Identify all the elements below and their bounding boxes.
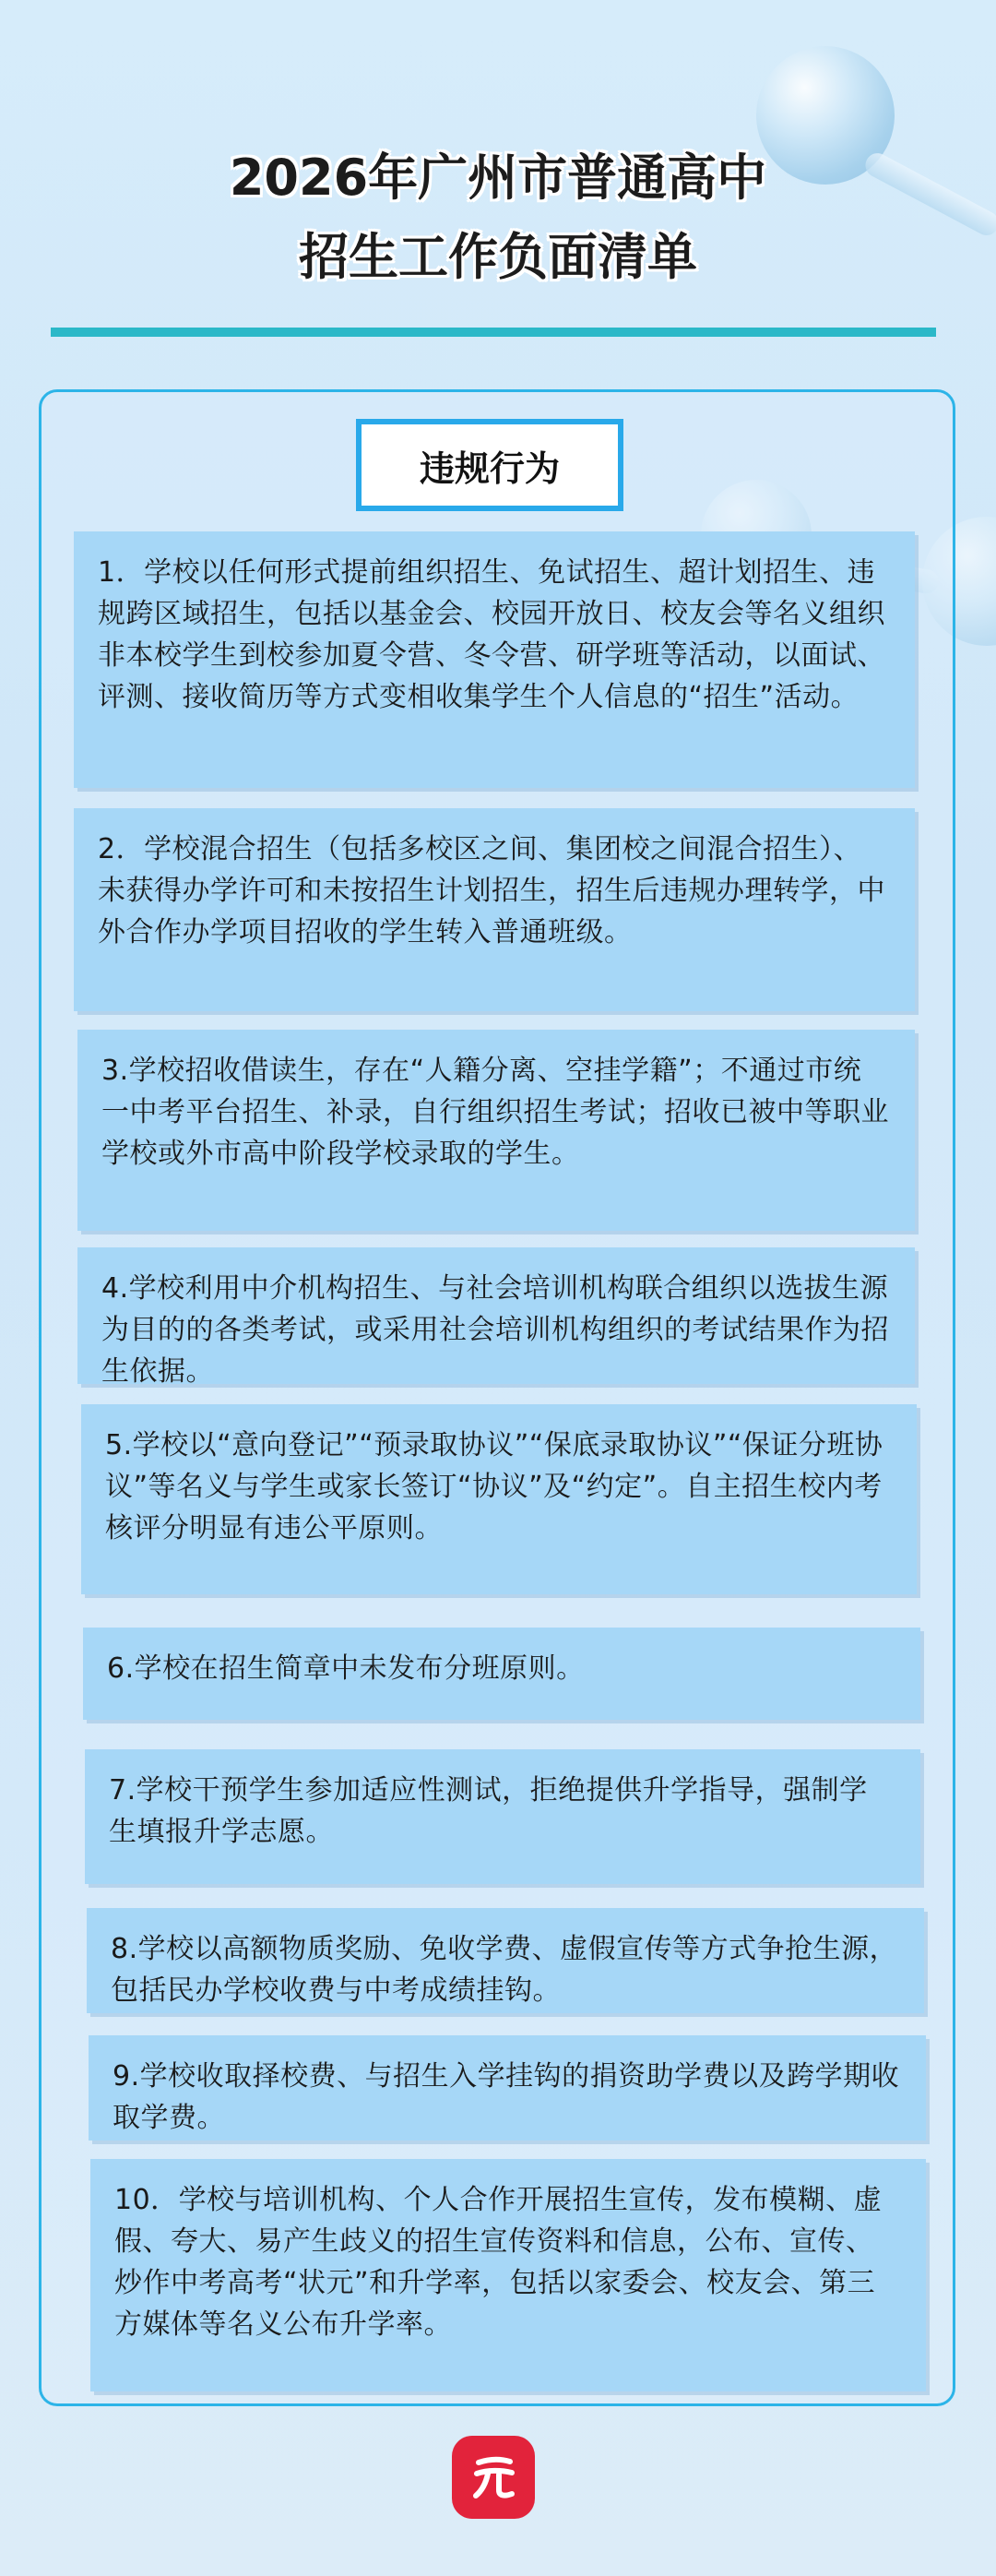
section-heading: 违规行为: [356, 419, 623, 511]
list-item-8: 8.学校以高额物质奖励、免收学费、虚假宣传等方式争抢生源，包括民办学校收费与中考成绩挂钩。: [87, 1908, 924, 2013]
list-item-7: 7.学校干预学生参加适应性测试，拒绝提供升学指导，强制学生填报升学志愿。: [85, 1749, 920, 1884]
page-title-line1: 2026年广州市普通高中: [229, 149, 767, 207]
list-item-4: 4.学校利用中介机构招生、与社会培训机构联合组织以选拔生源为目的的各类考试，或采用社会培训机构组织的考试结果作为招生依据。: [77, 1247, 915, 1384]
list-item-3: 3.学校招收借读生，存在“人籍分离、空挂学籍”；不通过市统一中考平台招生、补录，自行组织招生考试；招收已被中等职业学校或外市高中阶段学校录取的学生。: [77, 1030, 915, 1231]
brand-logo-icon: [452, 2436, 535, 2519]
title-divider: [51, 328, 936, 337]
list-item-2: 2．学校混合招生（包括多校区之间、集团校之间混合招生）、未获得办学许可和未按招生计划招生，招生后违规办理转学，中外合作办学项目招收的学生转入普通班级。: [74, 808, 915, 1011]
list-item-1: 1．学校以任何形式提前组织招生、免试招生、超计划招生、违规跨区域招生，包括以基金会、校园开放日、校友会等名义组织非本校学生到校参加夏令营、冬令营、研学班等活动，以面试、评测、接收简历等方式变相收集学生个人信息的“招生”活动。: [74, 531, 915, 788]
list-item-10: 10．学校与培训机构、个人合作开展招生宣传，发布模糊、虚假、夸大、易产生歧义的招生宣传资料和信息，公布、宣传、炒作中考高考“状元”和升学率，包括以家委会、校友会、第三方媒体等名义公布升学率。: [90, 2159, 926, 2391]
page-title-line2: 招生工作负面清单: [299, 228, 697, 286]
list-item-9: 9.学校收取择校费、与招生入学挂钩的捐资助学费以及跨学期收取学费。: [89, 2035, 926, 2141]
list-item-6: 6.学校在招生简章中未发布分班原则。: [83, 1628, 920, 1720]
page-title: [0, 138, 996, 297]
list-item-5: 5.学校以“意向登记”“预录取协议”“保底录取协议”“保证分班协议”等名义与学生或家长签订“协议”及“约定”。自主招生校内考核评分明显有违公平原则。: [81, 1404, 917, 1594]
brand-logo-glyph-icon: [466, 2450, 521, 2505]
